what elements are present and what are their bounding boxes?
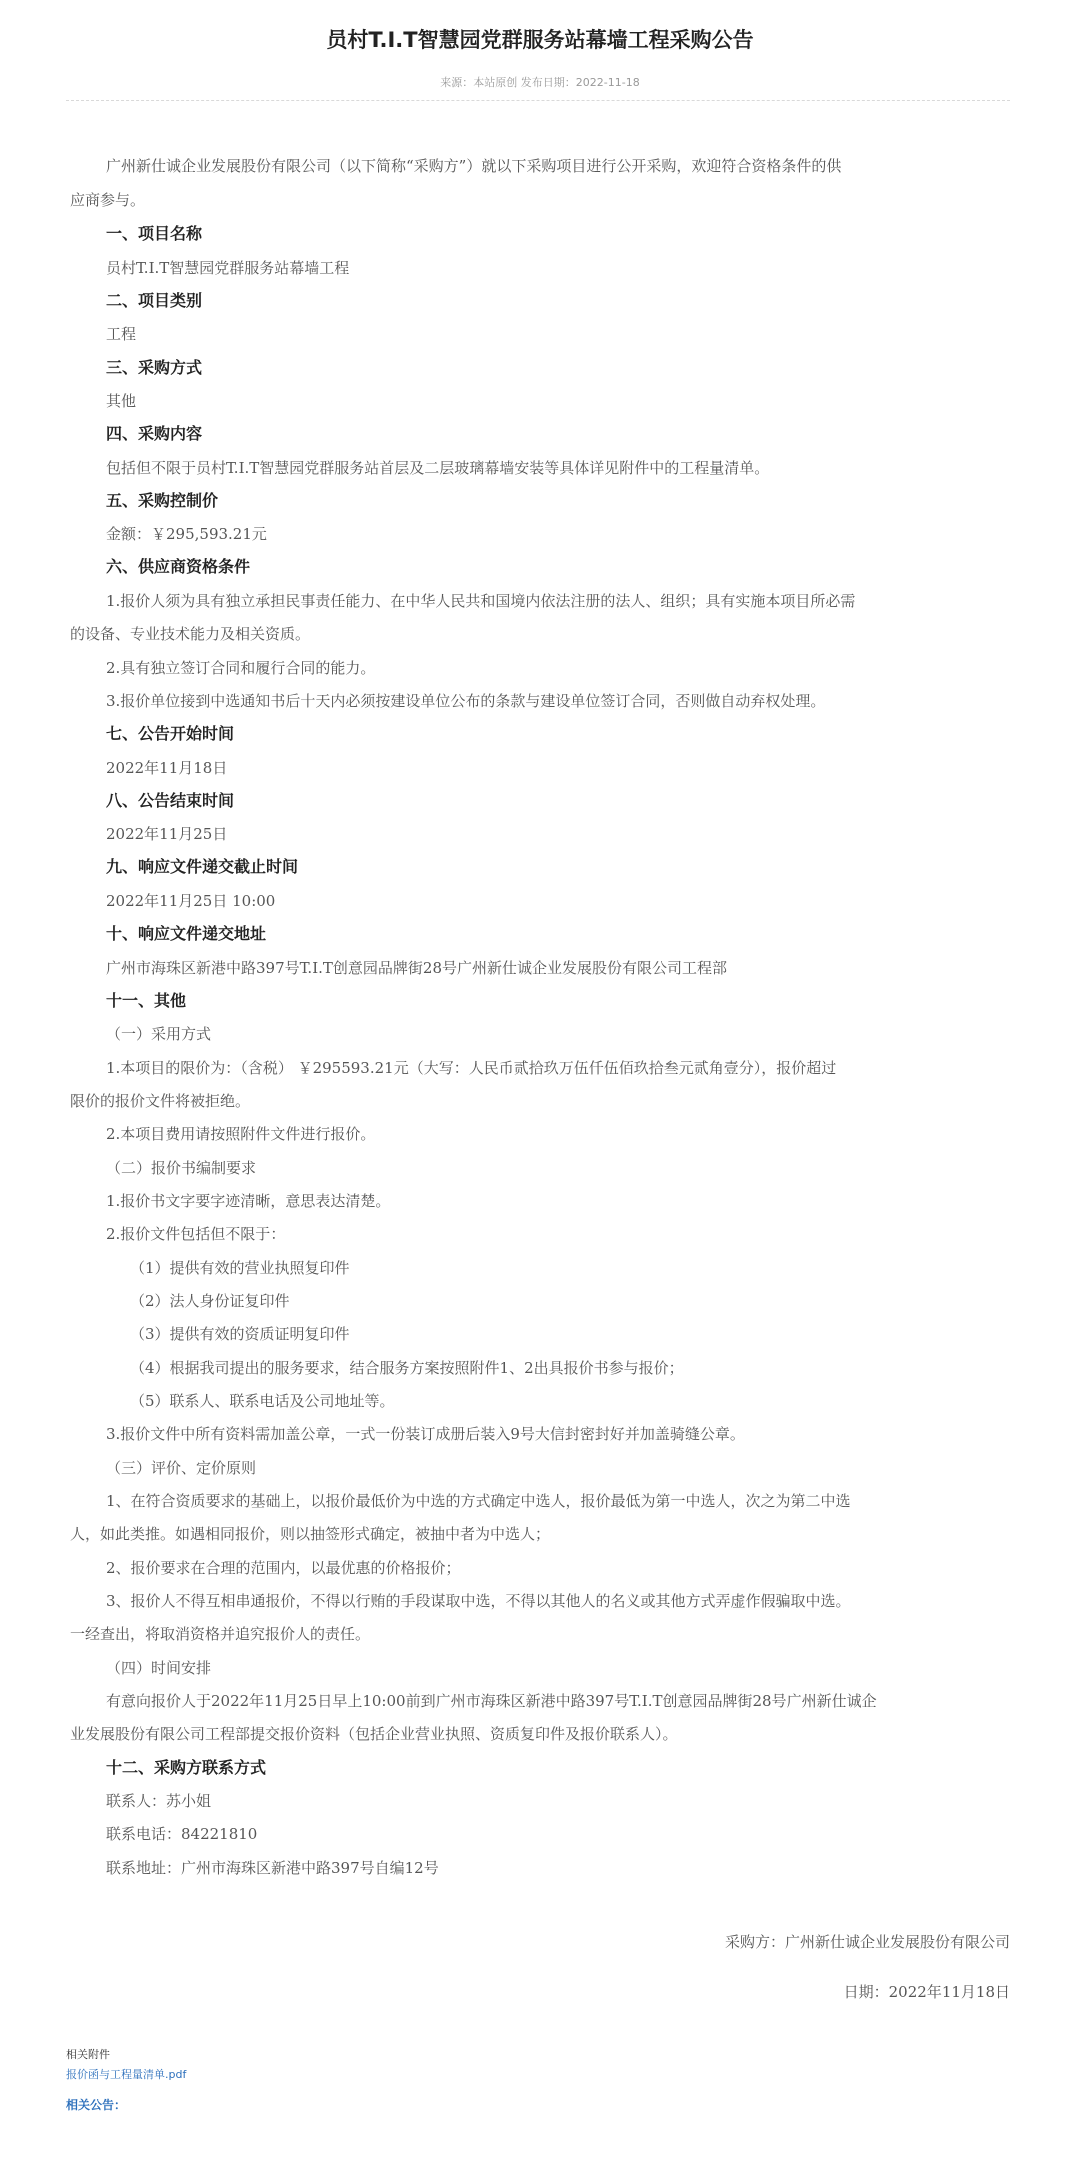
paragraph-line: 3、报价人不得互相串通报价，不得以行贿的手段谋取中选，不得以其他人的名义或其他方式弄虚作假骗取中选。 [106, 1592, 851, 1610]
paragraph-line: 2.具有独立签订合同和履行合同的能力。 [106, 659, 376, 677]
paragraph-line: （2）法人身份证复印件 [130, 1292, 290, 1310]
attachment-link[interactable]: 报价函与工程量清单.pdf [66, 2068, 187, 2081]
paragraph-line: （二）报价书编制要求 [106, 1159, 257, 1177]
section-heading: 三、采购方式 [106, 358, 203, 377]
paragraph-line: 其他 [106, 392, 137, 410]
section-heading: 二、项目类别 [106, 291, 203, 310]
paragraph-line: 金额：￥295,593.21元 [106, 525, 267, 543]
paragraph-line: 包括但不限于员村T.I.T智慧园党群服务站首层及二层玻璃幕墙安装等具体详见附件中的工程量清单。 [106, 459, 770, 477]
paragraph-line: 2.本项目费用请按照附件文件进行报价。 [106, 1125, 376, 1143]
section-heading: 八、公告结束时间 [106, 791, 235, 810]
section-heading: 一、项目名称 [106, 224, 203, 243]
paragraph-line: 员村T.I.T智慧园党群服务站幕墙工程 [106, 259, 350, 277]
paragraph-line: （三）评价、定价原则 [106, 1459, 257, 1477]
section-heading: 六、供应商资格条件 [106, 557, 251, 576]
paragraph-line: 限价的报价文件将被拒绝。 [70, 1092, 251, 1110]
paragraph-line: 联系人：苏小姐 [106, 1792, 212, 1810]
section-heading: 五、采购控制价 [106, 491, 219, 510]
section-heading: 十二、采购方联系方式 [106, 1758, 267, 1777]
paragraph-line: 有意向报价人于2022年11月25日早上10:00前到广州市海珠区新港中路397号T.I.T创意园品牌街28号广州新仕诚企 [106, 1692, 877, 1710]
divider [66, 100, 1010, 101]
paragraph-line: 2022年11月25日 10:00 [106, 892, 276, 910]
paragraph-line: 3.报价文件中所有资料需加盖公章，一式一份装订成册后装入9号大信封密封好并加盖骑缝公章。 [106, 1425, 745, 1443]
section-heading: 十、响应文件递交地址 [106, 924, 267, 943]
paragraph-line: 2、报价要求在合理的范围内，以最优惠的价格报价； [106, 1559, 461, 1577]
paragraph-line: 工程 [106, 325, 137, 343]
paragraph-line: （1）提供有效的营业执照复印件 [130, 1259, 350, 1277]
paragraph-line: （3）提供有效的资质证明复印件 [130, 1325, 350, 1343]
section-heading: 七、公告开始时间 [106, 724, 235, 743]
paragraph-line: 1、在符合资质要求的基础上，以报价最低价为中选的方式确定中选人，报价最低为第一中选人，次之为第二中选 [106, 1492, 851, 1510]
paragraph-line: 广州市海珠区新港中路397号T.I.T创意园品牌街28号广州新仕诚企业发展股份有限公司工程部 [106, 959, 727, 977]
signature-buyer: 采购方：广州新仕诚企业发展股份有限公司 [724, 1933, 1010, 1951]
paragraph-line: 人，如此类推。如遇相同报价，则以抽签形式确定，被抽中者为中选人； [70, 1525, 551, 1543]
page-title: 员村T.I.T智慧园党群服务站幕墙工程采购公告 [326, 28, 754, 52]
paragraph-line: 1.报价书文字要字迹清晰，意思表达清楚。 [106, 1192, 391, 1210]
paragraph-line: 2.报价文件包括但不限于： [106, 1225, 286, 1243]
paragraph-line: 应商参与。 [70, 191, 146, 209]
related-announcements-label: 相关公告： [66, 2098, 127, 2112]
paragraph-line: 联系地址：广州市海珠区新港中路397号自编12号 [106, 1859, 439, 1877]
paragraph-line: 1.本项目的限价为：（含税） ￥295593.21元（大写：人民币贰拾玖万伍仟伍佰玖拾叁元贰角壹分），报价超过 [106, 1059, 837, 1077]
paragraph-line: （四）时间安排 [106, 1659, 212, 1677]
paragraph-line: 2022年11月18日 [106, 759, 228, 777]
paragraph-line: 1.报价人须为具有独立承担民事责任能力、在中华人民共和国境内依法注册的法人、组织；具有实施本项目所必需 [106, 592, 856, 610]
paragraph-line: 2022年11月25日 [106, 825, 228, 843]
paragraph-line: 广州新仕诚企业发展股份有限公司（以下简称“采购方”）就以下采购项目进行公开采购，欢迎符合资格条件的供 [106, 157, 842, 175]
paragraph-line: 一经查出，将取消资格并追究报价人的责任。 [70, 1625, 371, 1643]
signature-date: 日期：2022年11月18日 [843, 1983, 1010, 2001]
section-heading: 四、采购内容 [106, 424, 203, 443]
paragraph-line: （一）采用方式 [106, 1025, 212, 1043]
paragraph-line: （5）联系人、联系电话及公司地址等。 [130, 1392, 395, 1410]
paragraph-line: 联系电话：84221810 [106, 1825, 258, 1843]
article-meta: 来源：本站原创 发布日期：2022-11-18 [440, 76, 640, 89]
paragraph-line: 业发展股份有限公司工程部提交报价资料（包括企业营业执照、资质复印件及报价联系人）。 [70, 1725, 678, 1743]
attachments-label: 相关附件 [66, 2048, 110, 2061]
section-heading: 九、响应文件递交截止时间 [106, 857, 299, 876]
paragraph-line: （4）根据我司提出的服务要求，结合服务方案按照附件1、2出具报价书参与报价； [130, 1359, 684, 1377]
paragraph-line: 的设备、专业技术能力及相关资质。 [70, 625, 311, 643]
paragraph-line: 3.报价单位接到中选通知书后十天内必须按建设单位公布的条款与建设单位签订合同，否则做自动弃权处理。 [106, 692, 826, 710]
section-heading: 十一、其他 [106, 991, 187, 1010]
